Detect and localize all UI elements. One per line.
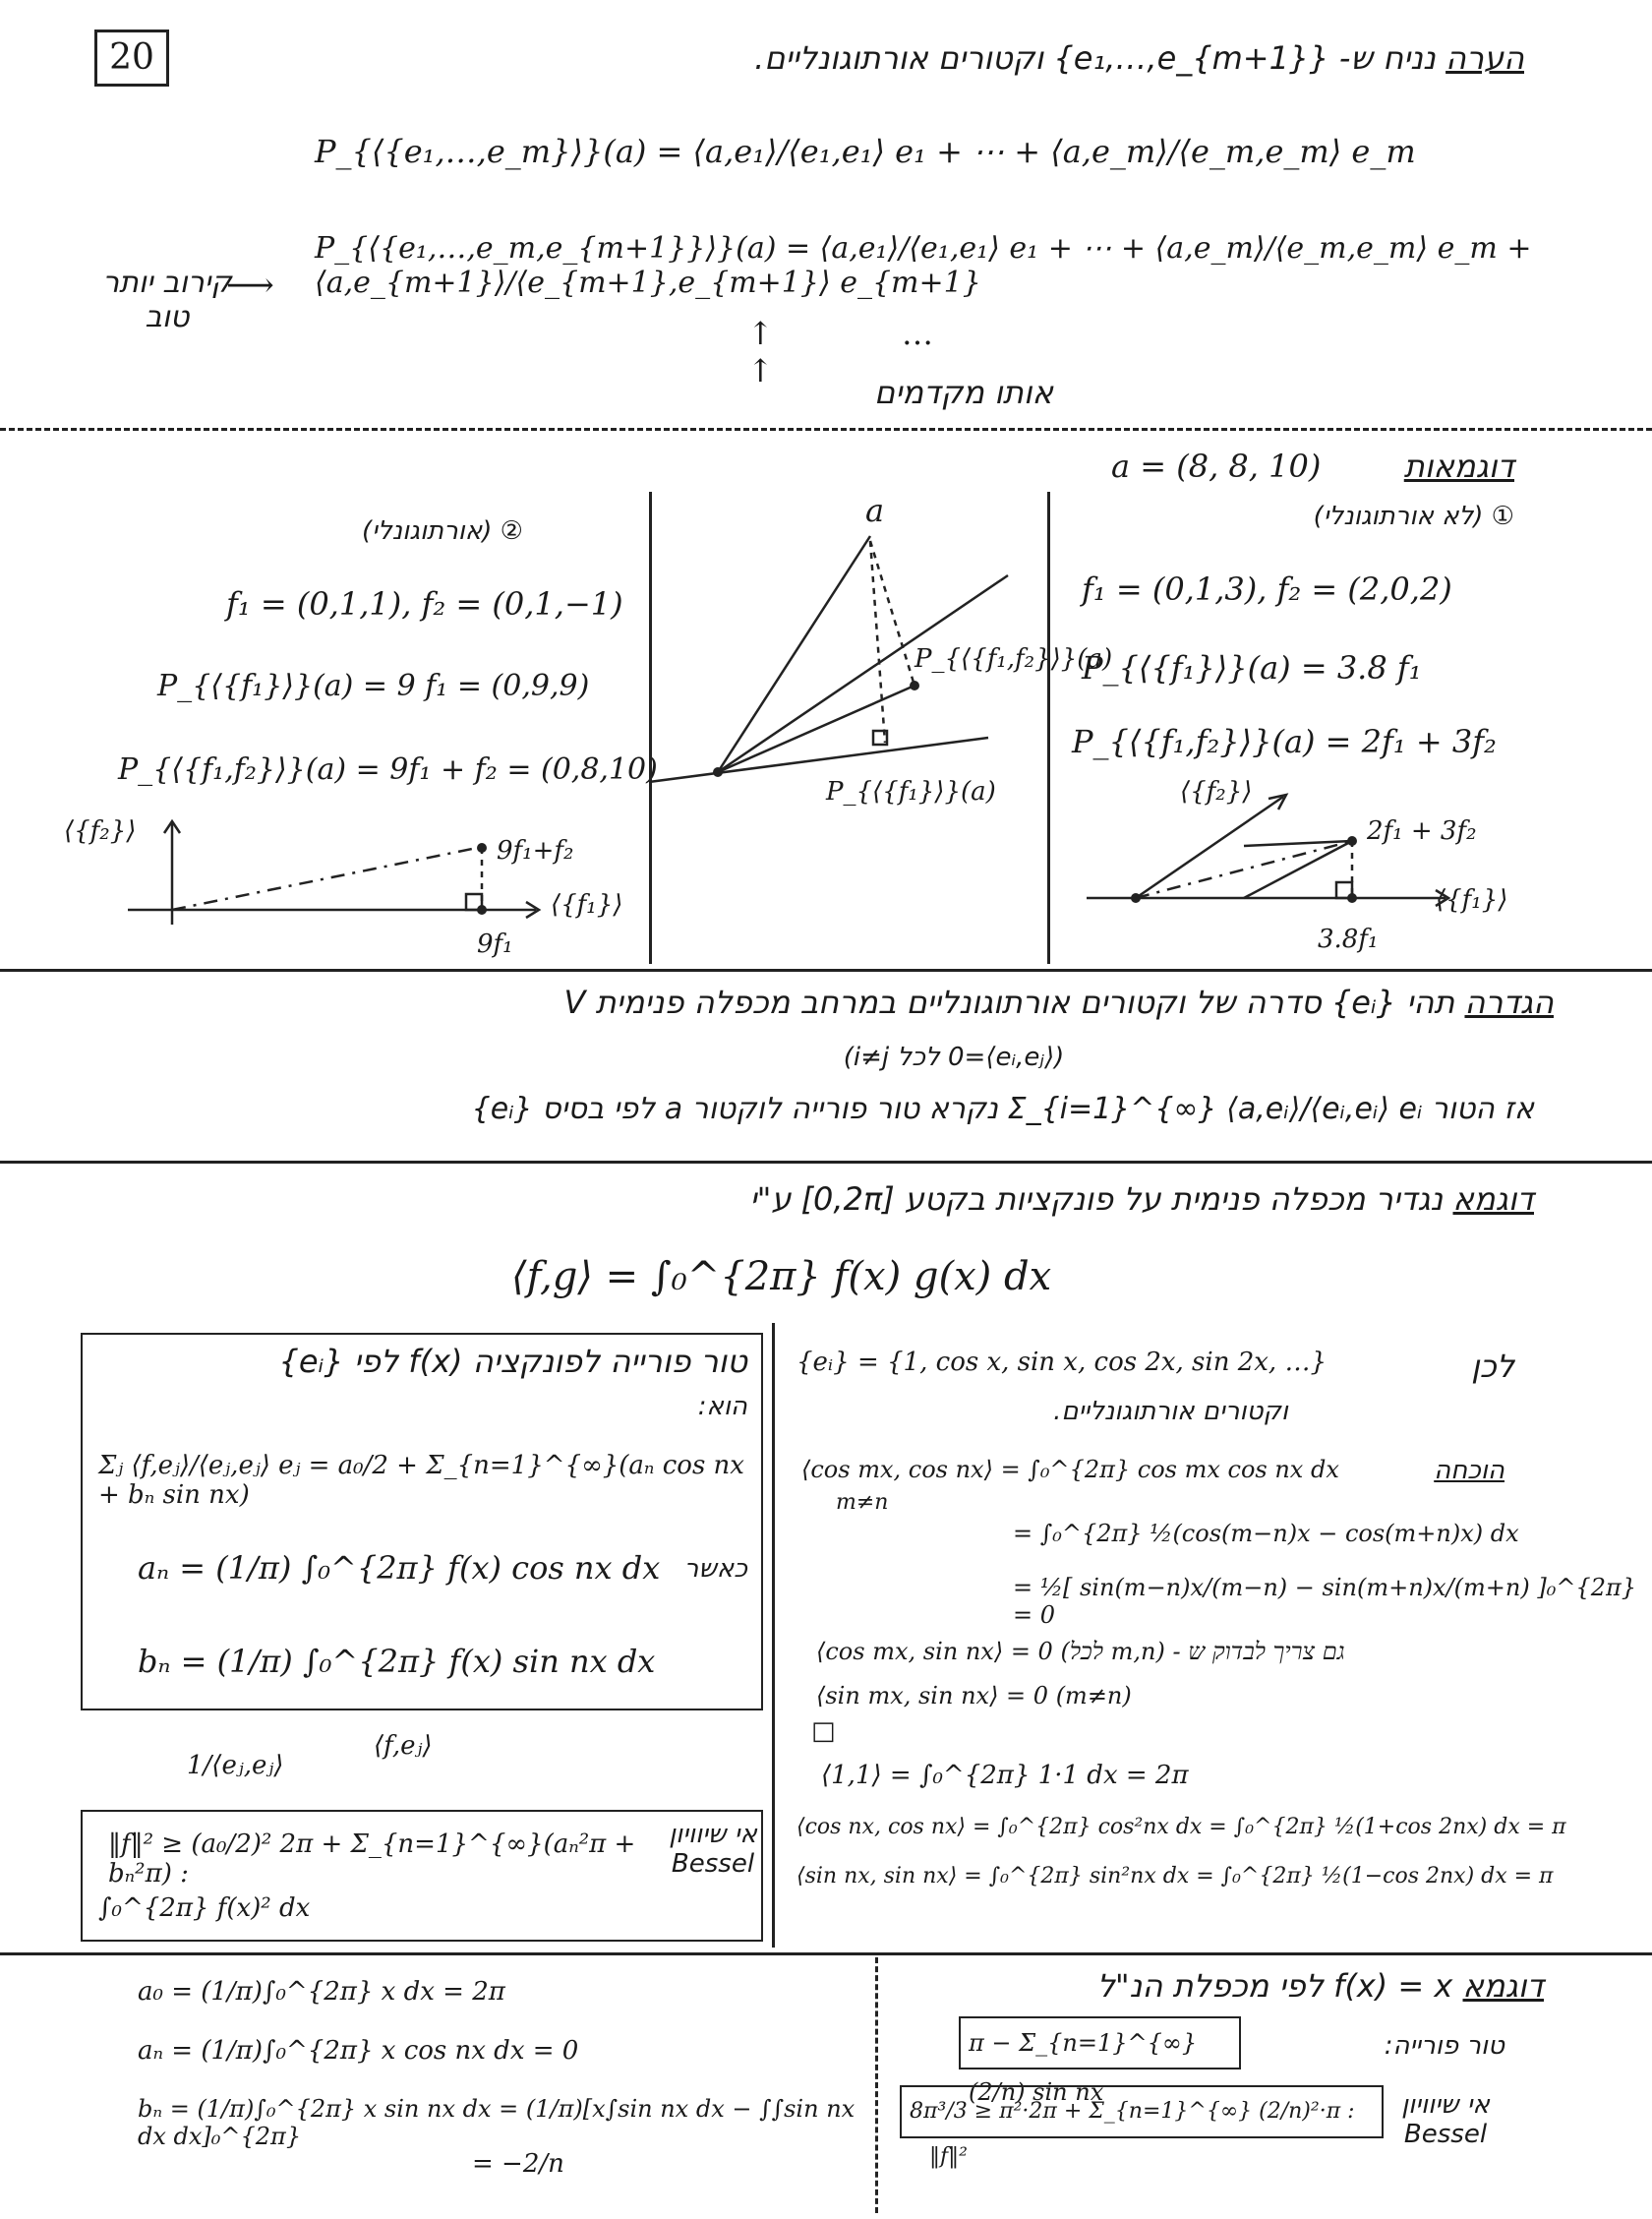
fourier-series: Σⱼ ⟨f,eⱼ⟩/⟨eⱼ,eⱼ⟩ eⱼ = a₀/2 + Σ_{n=1}^{∞}(aₙ cos nx + bₙ sin nx) <box>98 1451 744 1510</box>
bl-bn: bₙ = (1/π)∫₀^{2π} x sin nx dx = (1/π)[x∫sin nx dx − ∫∫sin nx dx dx]₀^{2π} <box>138 2095 856 2150</box>
page-number: 20 <box>94 30 169 87</box>
br-title: דוגמא <box>1462 1967 1544 2005</box>
mid-a: a <box>865 492 885 529</box>
br-bessel-label: אי שיוויון Bessel <box>1401 2090 1490 2149</box>
br-text: f(x) = x לפי מכפלת הנ"ל <box>1096 1967 1453 2005</box>
remark-eq2: P_{⟨{e₁,…,e_m,e_{m+1}}⟩}(a) = ⟨a,e₁⟩/⟨e₁,e₁⟩ e₁ + ⋯ + ⟨a,e_m⟩/⟨e_m,e_m⟩ e_m + ⟨a,e_{m+1}⟩/⟨e_{m+1},e_{m+1}⟩ e_{m+1} <box>315 231 1532 300</box>
arrow-right-icon: ⟶ <box>226 266 274 305</box>
mid-p1: P_{⟨{f₁}⟩}(a) <box>826 777 996 807</box>
divider-1 <box>0 969 1652 972</box>
ex1-span-f1: ⟨{f₁}⟩ <box>1436 885 1508 915</box>
example2-title: דוגמא <box>1452 1180 1534 1218</box>
ex2-span-f2: ⟨{f₂}⟩ <box>64 816 137 846</box>
ex2-sum: 9f₁+f₂ <box>497 836 574 866</box>
examples-title: דוגמאות <box>1403 448 1514 485</box>
br-bessel: 8π³/3 ≥ π²·2π + Σ_{n=1}^{∞} (2/n)²·π : <box>900 2085 1384 2138</box>
ex2-span-f1: ⟨{f₁}⟩ <box>551 890 623 920</box>
ex1-span-f2: ⟨{f₂}⟩ <box>1180 777 1253 807</box>
fourier-title: טור פורייה לפונקציה f(x) לפי {eᵢ} <box>278 1343 747 1380</box>
rc-qed: □ <box>811 1716 836 1746</box>
fourier-under2: ⟨f,eⱼ⟩ <box>374 1731 433 1761</box>
remark-arrows: ↑ … ↑ <box>747 315 992 390</box>
ex2-f: f₁ = (0,1,1), f₂ = (0,1,−1) <box>226 585 623 623</box>
column-divider <box>772 1323 775 1948</box>
rc-l2: = ∫₀^{2π} ½(cos(m−n)x − cos(m+n)x) dx <box>1013 1520 1519 1547</box>
rc-so: לכן <box>1471 1348 1514 1385</box>
example2-inner: ⟨f,g⟩ = ∫₀^{2π} f(x) g(x) dx <box>511 1254 1052 1299</box>
example2-text: נגדיר מכפלה פנימית על פונקציות בקטע [0,2π] ע"י <box>749 1180 1444 1218</box>
fourier-bn: bₙ = (1/π) ∫₀^{2π} f(x) sin nx dx <box>138 1643 656 1680</box>
examples-a-vector: a = (8, 8, 10) <box>1111 448 1322 485</box>
remark-eq1: P_{⟨{e₁,…,e_m}⟩}(a) = ⟨a,e₁⟩/⟨e₁,e₁⟩ e₁ + ⋯ + ⟨a,e_m⟩/⟨e_m,e_m⟩ e_m <box>315 133 1416 170</box>
rc-l8: ⟨sin nx, sin nx⟩ = ∫₀^{2π} sin²nx dx = ∫₀^{2π} ½(1−cos 2nx) dx = π <box>796 1864 1554 1889</box>
br-series: π − Σ_{n=1}^{∞} (2/n) sin nx <box>959 2016 1241 2069</box>
br-fourier-label: טור פורייה: <box>1384 2031 1504 2061</box>
fourier-when: כאשר <box>683 1554 747 1584</box>
remark-text: נניח ש- {e₁,…,e_{m+1}} וקטורים אורתוגונליים. <box>754 39 1436 77</box>
bl-bn2: = −2/n <box>472 2149 564 2179</box>
rc-l7: ⟨cos nx, cos nx⟩ = ∫₀^{2π} cos²nx dx = ∫₀^{2π} ½(1+cos 2nx) dx = π <box>796 1815 1566 1839</box>
example2-line <box>108 1180 1534 1218</box>
ex1-p2: P_{⟨{f₁,f₂}⟩}(a) = 2f₁ + 3f₂ <box>1072 723 1497 760</box>
rc-l4: ⟨cos mx, sin nx⟩ = 0 (לכל m,n) - גם צריך לבדוק ש <box>816 1638 1345 1665</box>
definition-line3: אז הטור Σ_{i=1}^{∞} ⟨a,eᵢ⟩/⟨eᵢ,eᵢ⟩ eᵢ נקרא טור פורייה לוקטור a לפי בסיס {eᵢ} <box>471 1092 1534 1126</box>
rc-orth: וקטורים אורתוגונליים. <box>1053 1397 1288 1426</box>
ex1-sum: 2f₁ + 3f₂ <box>1367 816 1477 846</box>
ex1-p1: P_{⟨{f₁}⟩}(a) = 3.8 f₁ <box>1082 649 1422 687</box>
definition-line1 <box>128 984 1554 1021</box>
ex2-label: ② (אורתוגונלי) <box>362 516 523 546</box>
bl-an: aₙ = (1/π)∫₀^{2π} x cos nx dx = 0 <box>138 2036 579 2066</box>
rc-l5: ⟨sin mx, sin nx⟩ = 0 (m≠n) <box>816 1682 1132 1709</box>
fourier-an: aₙ = (1/π) ∫₀^{2π} f(x) cos nx dx <box>138 1549 661 1587</box>
divider-2 <box>0 1161 1652 1164</box>
ex2-p2: P_{⟨{f₁,f₂}⟩}(a) = 9f₁ + f₂ = (0,8,10) <box>118 752 658 787</box>
remark-side-note: קירוב יותר טוב <box>102 266 232 334</box>
rc-basis: {eᵢ} = {1, cos x, sin x, cos 2x, sin 2x, …} <box>796 1348 1328 1377</box>
definition-title: הגדרה <box>1464 984 1554 1021</box>
divider-3 <box>0 1952 1652 1955</box>
br-line <box>836 1967 1544 2005</box>
rc-l1: ⟨cos mx, cos nx⟩ = ∫₀^{2π} cos mx cos nx dx <box>801 1456 1339 1483</box>
ex2-p1: P_{⟨{f₁}⟩}(a) = 9 f₁ = (0,9,9) <box>157 669 590 703</box>
rc-l1b: m≠n <box>836 1490 889 1515</box>
rc-l3: = ½[ sin(m−n)x/(m−n) − sin(m+n)x/(m+n) ]₀^{2π} = 0 <box>1013 1574 1637 1629</box>
bessel-label: אי שיוויון Bessel <box>669 1820 757 1879</box>
mid-p12: P_{⟨{f₁,f₂}⟩}(a) <box>914 644 1113 674</box>
bessel-formula: ‖f‖² ≥ (a₀/2)² 2π + Σ_{n=1}^{∞}(aₙ²π + bₙ²π) : <box>108 1829 636 1889</box>
bessel-norm: ∫₀^{2π} f(x)² dx <box>98 1893 311 1923</box>
br-norm: ‖f‖² <box>929 2144 968 2169</box>
rc-l6: ⟨1,1⟩ = ∫₀^{2π} 1·1 dx = 2π <box>821 1761 1189 1790</box>
definition-text: תהי {eᵢ} סדרה של וקטורים אורתוגונליים במרחב מכפלה פנימית V <box>563 984 1455 1021</box>
remark-same-coeffs: אותו מקדמים <box>873 374 1054 411</box>
fourier-under1: 1/⟨eⱼ,eⱼ⟩ <box>187 1751 284 1780</box>
definition-line2: (⟨eᵢ,eⱼ⟩=0 לכל i≠j) <box>843 1043 1065 1072</box>
ex1-label: ① (לא אורתוגונלי) <box>1313 502 1514 531</box>
rc-proof: הוכחה <box>1434 1456 1504 1485</box>
ex1-f: f₁ = (0,1,3), f₂ = (2,0,2) <box>1082 570 1452 608</box>
fourier-is: הוא: <box>697 1392 747 1421</box>
bl-a0: a₀ = (1/π)∫₀^{2π} x dx = 2π <box>138 1977 505 2007</box>
remark-title: הערה <box>1446 39 1524 77</box>
ex1-scalar: 3.8f₁ <box>1318 925 1379 954</box>
ex2-scalar: 9f₁ <box>477 930 513 959</box>
